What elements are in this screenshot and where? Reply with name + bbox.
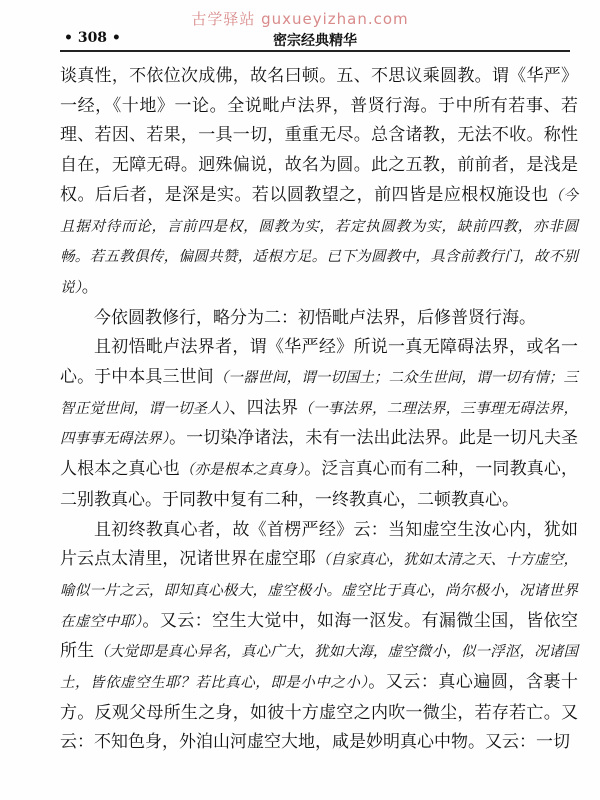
paragraph xyxy=(60,516,578,759)
text-segment: 且初悟毗卢法界者，谓《华严经》所说一真无障碍法界，或名一心。于中本具三世间 xyxy=(60,337,578,388)
paragraph xyxy=(60,333,578,515)
watermark: 古学驿站 guxueyizhan.com xyxy=(191,10,409,28)
text-segment: 。泛言真心而有二种，一同教真心，二别教真心。于同教中复有二种，一终教真心，二顿教真心。 xyxy=(60,459,579,510)
page-header xyxy=(60,28,570,52)
text-segment: 今依圆教修行，略分为二：初悟毗卢法界，后修普贤行海。 xyxy=(94,307,536,328)
paragraph xyxy=(60,304,578,334)
page-number: • 308 • xyxy=(64,30,121,46)
book-title: 密宗经典精华 xyxy=(273,33,357,49)
text-segment: 。又云：真心遍圆，含裹十方。反观父母所生之身，如彼十方虚空之内吹一微尘，若存若亡。又云：不知色身，外洎山河虚空大地，咸是妙明真心中物。又云：一切 xyxy=(60,672,579,753)
commentary-note: （自家真心，犹如太清之天、十方虚空，喻似一片之云，即知真心极大，虚空极小。虚空比于真心，尚尔极小，况诸世界在虚空中耶） xyxy=(60,552,578,630)
body-text xyxy=(60,62,578,758)
text-segment: 且初终教真心者，故《首楞严经》云：当知虚空生汝心内，犹如片云点太清里，况诸世界在虚空耶 xyxy=(60,519,578,570)
text-segment: 。 xyxy=(81,276,99,297)
text-segment: 谈真性，不依位次成佛，故名曰顿。五、不思议乘圆教。谓《华严》一经，《十地》一论。全说毗卢法界，普贤行海。于中所有若事、若理、若因、若果，一具一切，重重无尽。总含诸教，无法不收。称性自在，无障无碍。迥殊偏说，故名为圆。此之五教，前前者，是浅是权。后后者，是深是实。若以圆教望之，前四皆是应根权施设也 xyxy=(60,66,578,205)
commentary-note: （亦是根本之真身） xyxy=(179,462,305,479)
commentary-note: （一事法界，二理法界，三事理无碍法界，四事事无碍法界） xyxy=(60,400,579,448)
commentary-note: （大觉即是真心异名，真心广大，犹如大海，虚空微小，似一浮沤，况诸国土，皆依虚空生耶？若比真心，即是小中之小） xyxy=(60,644,579,692)
text-segment: 。又云：空生大觉中，如海一沤发。有漏微尘国，皆依空所生 xyxy=(60,610,579,662)
commentary-note: （一器世间，谓一切国土；二众生世间，谓一切有情；三智正觉世间，谓一切圣人） xyxy=(60,370,579,417)
paragraph xyxy=(60,62,578,304)
text-segment: 、四法界 xyxy=(229,397,299,418)
text-segment: 。一切染净诸法，未有一法出此法界。此是一切凡夫圣人根本之真心也 xyxy=(60,428,579,480)
commentary-note: （今且据对待而论，言前四是权，圆教为实，若定执圆教为实，缺前四教，亦非圆畅。若五教俱传，偏圆共赞，适根方足。已下为圆教中，具含前教行门，故不别说） xyxy=(60,187,579,296)
